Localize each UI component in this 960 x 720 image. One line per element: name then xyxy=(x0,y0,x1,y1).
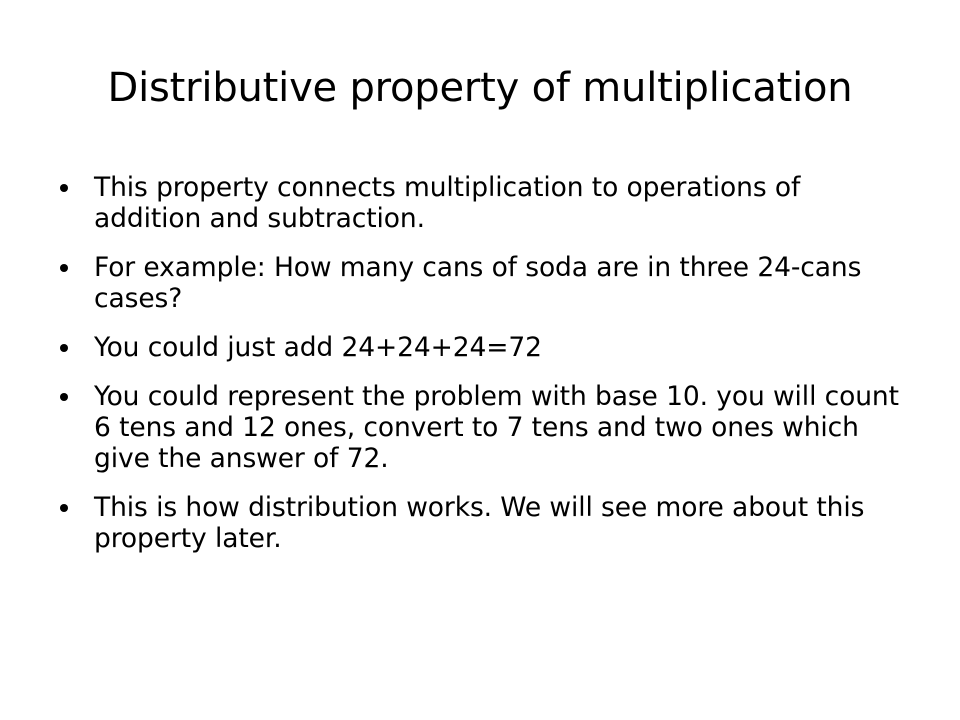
bullet-dot-icon xyxy=(60,184,68,192)
bullet-text: You could represent the problem with base 10. you will count 6 tens and 12 ones, convert to 7 tens and two ones which give the answer of 72. xyxy=(94,381,899,474)
bullet-list xyxy=(60,172,900,572)
bullet-dot-icon xyxy=(60,344,68,352)
bullet-item xyxy=(60,492,900,554)
bullet-item xyxy=(60,172,900,234)
bullet-text: You could just add 24+24+24=72 xyxy=(94,332,542,363)
bullet-item xyxy=(60,252,900,314)
bullet-item xyxy=(60,381,900,474)
bullet-text: This is how distribution works. We will see more about this property later. xyxy=(94,492,865,554)
bullet-text: This property connects multiplication to operations of addition and subtraction. xyxy=(94,172,801,234)
bullet-item xyxy=(60,332,900,363)
bullet-dot-icon xyxy=(60,504,68,512)
bullet-text: For example: How many cans of soda are in three 24-cans cases? xyxy=(94,252,862,314)
bullet-dot-icon xyxy=(60,393,68,401)
bullet-dot-icon xyxy=(60,264,68,272)
slide-title: Distributive property of multiplication xyxy=(107,65,853,111)
